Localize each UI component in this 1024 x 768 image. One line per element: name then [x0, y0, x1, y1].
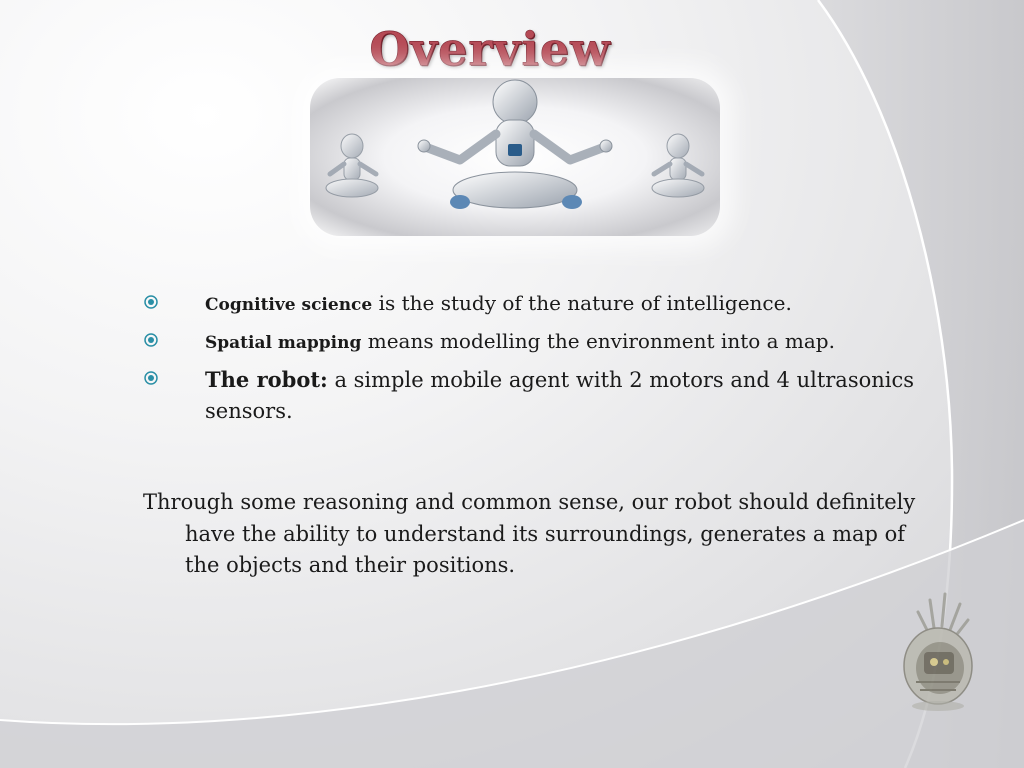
- radio-dot-icon: [143, 364, 159, 395]
- bullet-lead: Spatial mapping: [205, 333, 362, 353]
- bullet-text: a simple mobile agent with 2 motors and 4 ultrasonics sensors.: [205, 368, 915, 423]
- bullet-text: means modelling the environment into a map.: [361, 329, 835, 353]
- robotic-hedgehog-image: [890, 590, 980, 715]
- robot-right-icon: [652, 134, 704, 197]
- body-paragraph: Through some reasoning and common sense, our robot should definitely have the ability to understand its surroundings, generates a map of the objects and their positions.: [143, 490, 916, 577]
- radio-dot-icon: [143, 288, 159, 319]
- radio-dot-icon: [143, 326, 159, 357]
- bullet-text: is the study of the nature of intelligence.: [372, 291, 792, 315]
- bullet-item: [143, 288, 963, 321]
- meditating-robots-image: [310, 78, 720, 236]
- slide-title: Overview: [369, 22, 611, 76]
- bullet-lead: The robot:: [205, 367, 328, 392]
- robot-center-icon: [418, 80, 612, 209]
- bullet-item: [143, 326, 963, 359]
- bullet-lead: Cognitive science: [205, 295, 373, 315]
- robot-left-icon: [326, 134, 378, 197]
- bullet-item: [143, 364, 963, 427]
- bullet-list: [143, 288, 963, 427]
